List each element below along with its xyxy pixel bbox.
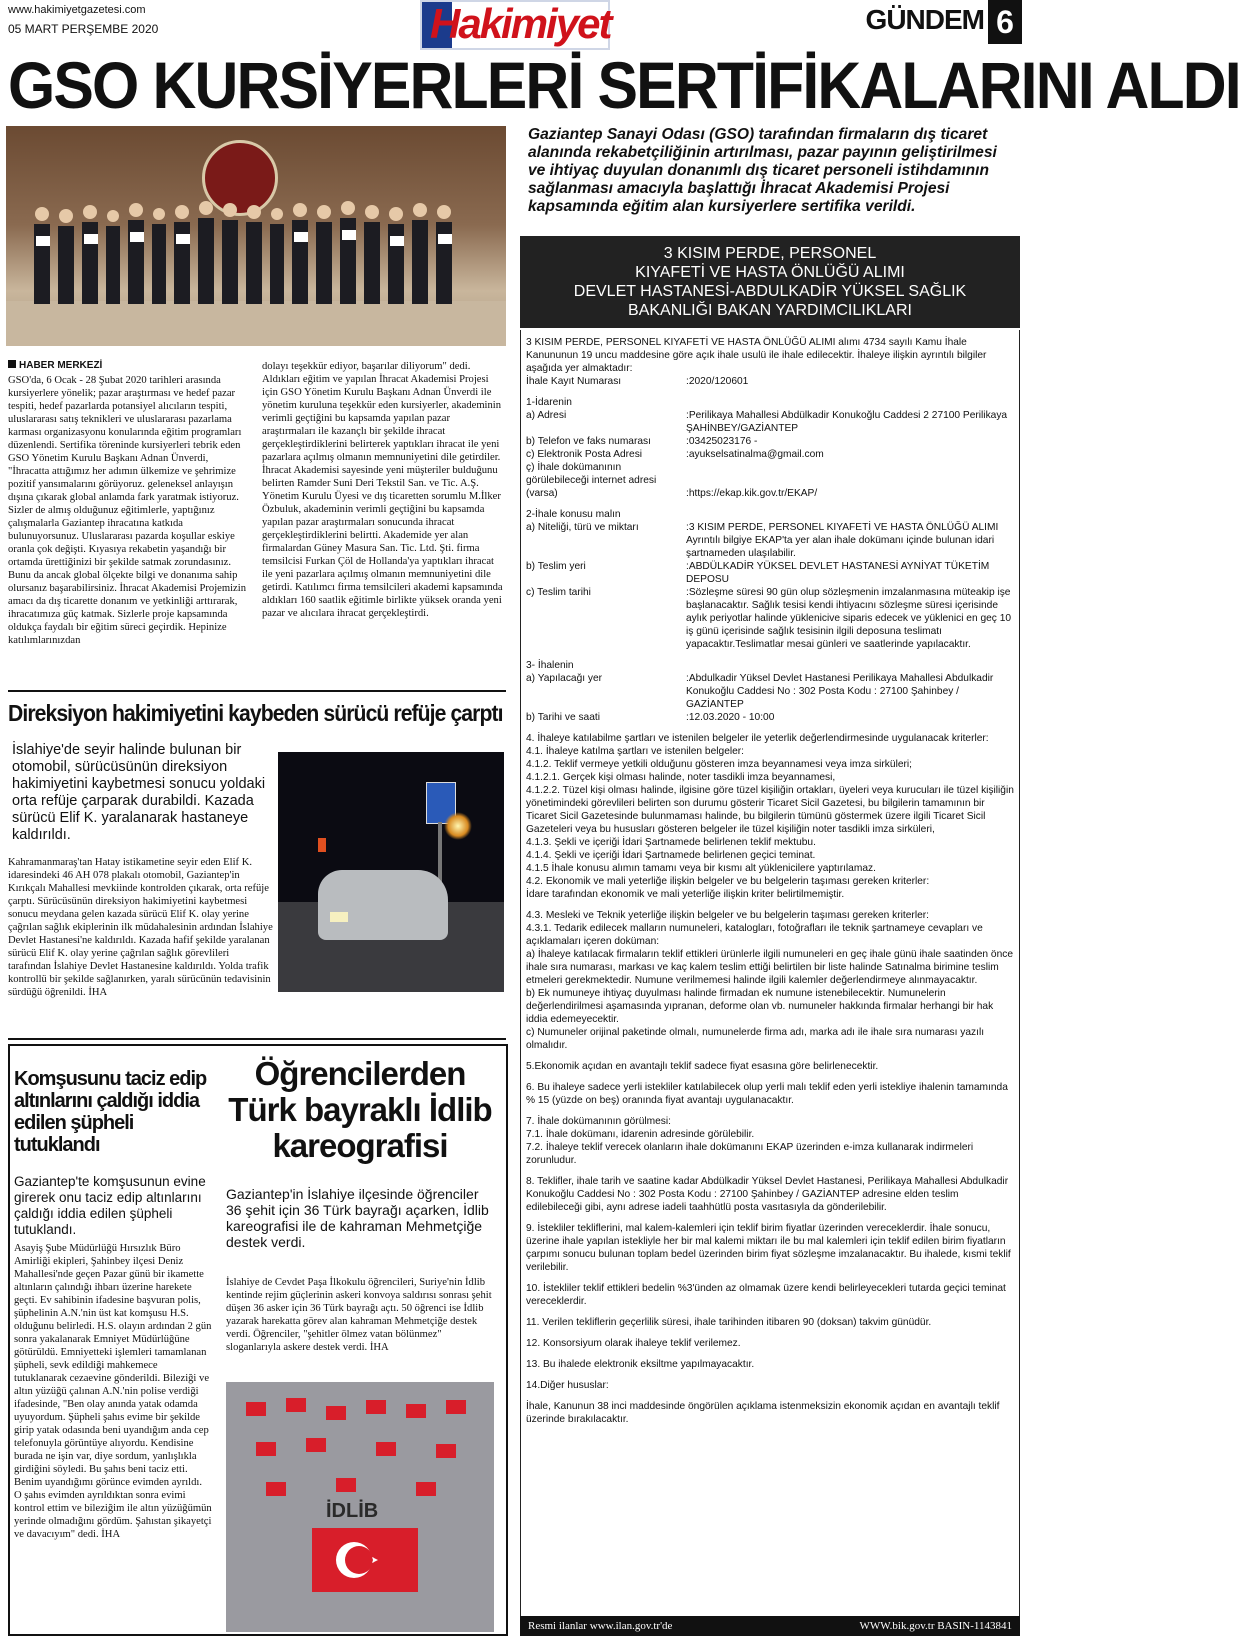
tender-paragraph: 8. Teklifler, ihale tarih ve saatine kadar Abdülkadir Yüksel Devlet Hastanesi, Perilikaya Mahallesi Abdulkadir Konukoğlu Caddesi No : 302 Posta Kodu : 27100 Şahinbey / GAZİANTEP adresine elden teslim edilebileceği gibi, aynı adrese iadeli taahhütlü posta vasıtasıyla da gönderilebilir. [526,1176,1009,1213]
news-source [8,360,102,371]
idlib-formation: İDLİB [326,1500,379,1522]
page-number: 6 [988,0,1022,44]
tender-paragraph: 4.3.1. Tedarik edilecek malların numuneleri, katalogları, fotoğrafları ile teknik şartnameye cevapları ve açıklamaları içeren doküman: [526,923,983,947]
tender-paragraph: 4.1.4. Şekli ve içeriği İdari Şartnamede belirlenen geçici teminat. [526,850,816,861]
tender-paragraph: İdare tarafından ekonomik ve mali yeterliğe ilişkin kriter belirtilmemiştir. [526,889,845,900]
damaged-car [318,870,448,940]
tender-paragraph: c) Numuneler orijinal paketinde olmalı, numunelerde firma adı, marka adı ile ihale sıra numarası yazılı olmalıdır. [526,1027,985,1051]
crash-headline: Direksiyon hakimiyetini kaybeden sürücü refüje çarptı [8,700,503,726]
tender-row: b) Telefon ve faks numarası :03425023176 - [526,436,758,447]
tender-paragraph: 7.1. İhale dokümanı, idarenin adresinde görülebilir. [526,1129,755,1140]
tender-intro: 3 KISIM PERDE, PERSONEL KIYAFETİ VE HASTA ÖNLÜĞÜ ALIMI alımı 4734 sayılı Kamu İhale Kanununun 19 uncu maddesine göre açık ihale usulü ile ihale edilecektir. İhaleye ilişkin ayrıntılı bilgiler aşağıda yer almaktadır: [526,337,987,374]
section-name: GÜNDEM [865,4,984,35]
column-text: Kahramanmaraş'tan Hatay istikametine seyir eden Elif K. idaresindeki 46 AH 078 plakalı otomobil, Gaziantep'in Kırıkçalı Mahallesi mevkiinde kontrolden çıkarak, orta refüje çarptı. Sürücüsünün direksiyon hakimiyetini kaybetmesi sonucu meydana gelen kazada sürücü Elif K. olay yerine çağrılan sağlık ekiplerinin ilk müdahalesinin ardından İslahiye Devlet Hastanesi'ne kaldırıldı. Kazada hafif şekilde yaralanan sürücü Elif K. olay yerine çağrılan sağlık görevlileri tarafından İslahiye Devlet Hastanesine kaldırıldı. Yolda trafik kontrollü bir şekilde sağlanırken, yaralı sürücünün tedavisinin sürdüğü öğrenildi. İHA [8,857,273,998]
column-text: GSO'da, 6 Ocak - 28 Şubat 2020 tarihleri arasında kursiyerlere yönelik; pazar araştırması ve hedef pazar tespiti, hedef pazarlarda potansiyel alıcıların tespiti, uluslararası satış teknikleri ve uluslararası pazarlama karması organizasyonu konularında eğitim programları düzenlendi. Sertifika töreninde kursiyerleri tebrik eden GSO Yönetim Kurulu Başkanı Adnan Ünverdi, "İhracatta attığımız her adımın ülkemize ve şehrimize pozitif yansımalarını görüyoruz. geleneksel anlayışın dışına çıkarak global anlamda fark yaratmak istiyoruz. Sizler de almış olduğunuz eğitimlerle, yaptığınız çalışmalarla Gaziantep ihracatına katkıda bulunuyorsunuz. Uluslararası pazarda koşullar eskiye oranla çok değişti. Kıyasıya rekabetin yaşandığı bir ortamda ürettiğinizi bir şekilde satmak zorundasınız. Bunu da ancak global ölçekte bilgi ve donanıma sahip olursanız başarabilirsiniz. İhracat Akademisi Projemizin amacı da dış ticarette donanım ve yetkinliği arttırarak, ihracatımıza güç katmak. Sizlerle proje kapsamında oldukça faydalı bir eğitim süreci geçirdik. Hepinize katılımlarınızdan [8,375,246,646]
students-flag-photo [226,1382,494,1632]
square-bullet-icon [8,360,16,368]
tender-title [520,236,1020,328]
tender-paragraph: 7.2. İhaleye teklif verecek olanların ihale dokümanını EKAP üzerinden e-imza kullanarak indirmeleri zorunludur. [526,1142,974,1166]
headlight [330,912,348,922]
tender-paragraph: 4.1.3. Şekli ve içeriği İdari Şartnamede belirlenen teklif mektubu. [526,837,816,848]
group-of-trainees [6,126,506,346]
tender-title-line: KIYAFETİ VE HASTA ÖNLÜĞÜ ALIMI [635,264,905,281]
tender-paragraph: 5.Ekonomik açıdan en avantajlı teklif sadece fiyat esasına göre belirlenecektir. [526,1061,879,1072]
tender-title-line: BAKANLIĞI BAKAN YARDIMCILIKLARI [628,302,912,319]
tender-paragraph: 6. Bu ihaleye sadece yerli istekliler katılabilecek olup yerli malı teklif eden yerli istekliye ihalenin tamamında % 15 (yüzde on beş) oranında fiyat avantajı uygulanacaktır. [526,1082,1008,1106]
tender-row: İhale Kayıt Numarası :2020/120601 [526,376,749,387]
tender-section: 1-İdarenin [526,397,572,408]
tender-paragraph: 14.Diğer hususlar: [526,1380,609,1391]
tender-paragraph: 4.1. İhaleye katılma şartları ve istenilen belgeler: [526,746,745,757]
column-text: İslahiye de Cevdet Paşa İlkokulu öğrencileri, Suriye'nin İdlib kentinde rejim güçlerinin askeri konvoya saldırısı sonrası şehit düşen 36 asker için 36 Türk bayrağı açtı. 50 öğrenci ise İdlib yazarak harekatta görev alan kahraman Mehmetçiğe destek verdi. Öğrenciler, "şehitler ölmez vatan bölünmez" sloganlarıyla askere destek verdi. İHA [226,1277,492,1353]
main-headline: GSO KURSİYERLERİ SERTİFİKALARINI ALDI [8,48,1240,122]
crash-body [8,856,274,999]
tender-row: c) Teslim tarihi :Sözleşme süresi 90 gün olup sözleşmenin imzalanmasına müteakip işe başlanacaktır. Sağlık tesisi kendi ihtiyacını sözleşme süresi içerisinde aylık periyotlar halinde yüklenicive siparis edecek ve yüklenici en geç 10 iş günü içerisinde sağlık tesisinin ilgili deposuna teslimatı yapacaktır.Teslimatlar mesai günleri ve saatlerinde yapılacaktır. [526,587,1012,650]
theft-body [14,1242,212,1541]
tender-paragraph: 4.2. Ekonomik ve mali yeterliğe ilişkin belgeler ve bu belgelerin taşıması gereken kriterler: [526,876,930,887]
crash-photo [278,752,504,992]
theft-lede: Gaziantep'te komşusunun evine girerek onu taciz edip altınlarını çaldığı iddia edilen şüpheli tutuklandı. [14,1174,206,1237]
tender-row: a) Niteliği, türü ve miktarı :3 KISIM PERDE, PERSONEL KIYAFETİ VE HASTA ÖNLÜĞÜ ALIMI [526,522,999,533]
column-text: dolayı teşekkür ediyor, başarılar diliyorum" dedi. Aldıkları eğitim ve yapılan İhracat Akademisi Projesi için GSO Yönetim Kurulu Başkanı Adnan Ünverdi ile yönetim kuruluna teşekkür eden kursiyerler, akademinin verimli geçtiğini bu kapsamda yapılan pazar araştırmaları ile kazançlı bir şekilde ihracat gerçekleştirdiklerini belirterek yaptıkları ihracat ile yeni pazarlara açılmış olmanın memnuniyetini dile getirdiler. İhracat Akademisi sayesinde yeni müşteriler bulduğunu belirten Ramder Suni Deri Tekstil San. ve Tic. A.Ş. Yönetim Kurulu Üyesi ve dış ticaretten sorumlu M.İlker Özbuluk, akademinin verimli geçtiğini bu kapsamda yapılan pazar araştırmaları sonucunda ihracat gerçekleştirdiklerini belirtti. Akademide yer alan firmalardan Güney Masura San. Tic. Ltd. Şti. firma temsilcisi Furkan Çöl de Hollanda'ya yaptıkları ihracat ile yeni pazarlara açılmış olmanın memnuniyetini dile getirdi. Katılımcı firma temsilcileri akademi kapsamında aldıkları 160 saatlik eğitimle birlikte yüksek oranda yeni pazar ve alıcılara ihracat gerçekleştirdi. [262,361,503,619]
tender-body [526,336,1014,1426]
tender-paragraph: İhale, Kanunun 38 inci maddesinde öngörülen açıklama istenmeksizin ekonomik açıdan en avantajlı teklif üzerinde bırakılacaktır. [526,1401,1000,1425]
tender-row: ç) İhale dokümanının görülebileceği internet adresi (varsa) :https://ekap.kik.gov.tr/EKAP/ [526,462,818,499]
article-column-1 [8,374,250,647]
tender-paragraph: 10. İstekliler teklif ettikleri bedelin %3'ünden az olmamak üzere kendi belirleyecekleri tutarda geçici teminat vereceklerdir. [526,1283,1006,1307]
tender-paragraph: 4. İhaleye katılabilme şartları ve istenilen belgeler ile yeterlik değerlendirmesinde uygulanacak kriterler: [526,733,989,744]
divider [8,690,506,692]
tender-paragraph: 4.1.2. Teklif vermeye yetkili olduğunu gösteren imza beyannamesi veya imza sirküleri; [526,759,912,770]
tender-row: a) Adresi :Perilikaya Mahallesi Abdülkadir Konukoğlu Caddesi 2 27100 Perilikaya ŞAHİNBEY/GAZİANTEP [526,410,1008,434]
tender-row: b) Teslim yeri :ABDÜLKADİR YÜKSEL DEVLET HASTANESİ AYNİYAT TÜKETİM DEPOSU [526,561,990,585]
tender-paragraph: 13. Bu ihalede elektronik eksiltme yapılmayacaktır. [526,1359,755,1370]
tender-paragraph: 4.1.2.1. Gerçek kişi olması halinde, noter tasdikli imza beyannamesi, [526,772,836,783]
students-headline: Öğrencilerden Türk bayraklı İdlib kareografisi [228,1055,492,1164]
official-ads-link[interactable]: Resmi ilanlar www.ilan.gov.tr'de [528,1620,673,1632]
logo-text: Hakimiyet [430,0,611,47]
tender-row: b) Tarihi ve saati :12.03.2020 - 10:00 [526,712,775,723]
tender-section: 3- İhalenin [526,660,574,671]
source-label: HABER MERKEZİ [19,360,103,371]
tender-paragraph: 12. Konsorsiyum olarak ihaleye teklif verilemez. [526,1338,741,1349]
traffic-cone [318,838,326,852]
tender-row: a) Yapılacağı yer :Abdulkadir Yüksel Devlet Hastanesi Perilikaya Mahallesi Abdulkadir Konukoğlu Caddesi No : 302 Posta Kodu : 27100 Şahinbey / GAZİANTEP [526,673,994,710]
students-lede: Gaziantep'in İslahiye ilçesinde öğrenciler 36 şehit için 36 Türk bayrağı açarken, İdlib kareografisi ile de kahraman Mehmetçiğe destek verdi. [226,1186,489,1250]
crash-lede: İslahiye'de seyir halinde bulunan bir otomobil, sürücüsünün direksiyon hakimiyetini kaybetmesi sonucu yoldaki orta refüje çarparak durabildi. Kazada sürücü Elif K. yaralanarak hastaneye kaldırıldı. [12,742,266,843]
tender-paragraph: a) İhaleye katılacak firmaların teklif ettikleri ürünlerle ilgili numuneleri en geç ihale günü ihale saatinden önce ihale sıra numarası, markası ve kaç kalem teslim ettiği belirtilen bir liste halinde Satınalma birimine teslim etmeleri gerekmektedir. Numune verilmemesi halinde ilgili kalemler değerlendirmeye alınmayacaktır. [526,949,1014,986]
article-intro: Gaziantep Sanayi Odası (GSO) tarafından firmaların dış ticaret alanında rekabetçiliğinin artırılması, pazar payının geliştirilmesi ve ihtiyaç duyulan donanımlı dış ticaret personeli istihdamının sağlanması amacıyla başlattığı İhracat Akademisi Projesi kapsamında eğitim alan kursiyerlere sertifika verildi. [528,126,997,215]
tender-section: 2-İhale konusu malın [526,509,621,520]
tender-row: Ayrıntılı bilgiye EKAP'ta yer alan ihale dokümanı içinde bulunan idari şartnameden ulaşılabilir. [686,535,995,559]
article-column-2 [262,360,504,620]
issue-date: 05 MART PERŞEMBE 2020 [8,22,159,36]
website-url[interactable]: www.hakimiyetgazetesi.com [8,4,146,16]
street-light [444,812,472,840]
tender-title-line: DEVLET HASTANESİ-ABDULKADİR YÜKSEL SAĞLIK [573,283,967,300]
column-text: Asayiş Şube Müdürlüğü Hırsızlık Büro Amirliği ekipleri, Şahinbey ilçesi Deniz Mahallesi'nde geçen Pazar günü bir ikamette altınların çalındığı ihbarı üzerine harekete geçti. Ev sahibinin ifadesine başvuran polis, şüphelinin A.N.'nin üst kat komşusu H.S. olduğunu belirledi. H.S. olayın ardından 2 gün sonra yakalanarak Emniyet Müdürlüğüne götürüldü. Emniyetteki işlemleri tamamlanan şüpheli, sevk edildiği mahkemece tutuklanarak cezaevine gönderildi. Bileziği ve altın yüzüğü çalınan A.N.'nin polise verdiği ifadesinde, "Ben olay anında yatak odamda uyuyordum. Şüpheli şahıs evime bir şekilde girip yatak odasında beni uyandığım anda cep telefonuyla görüntüye alıyordu. Kendisine burada ne işin var, diye sordum, yanlışlıkla girdiğini söyledi. Bu şahıs beni taciz etti. Benim uyandığımı görünce evimden ayrıldı. O şahıs evimden ayrıldıktan sonra evimi kontrol ettim ve bileziğim ile altın yüzüğümün yerinde olmadığını gördüm. Şahıstan şikayetçi ve davacıyım" dedi. İHA [14,1243,212,1540]
bik-reference[interactable]: WWW.bik.gov.tr BASIN-1143841 [859,1620,1012,1632]
turkish-flags [226,1382,494,1632]
newspaper-logo [420,0,610,50]
tender-footer [520,1616,1020,1636]
tender-paragraph: 7. İhale dokümanının görülmesi: [526,1116,671,1127]
tender-paragraph: 4.1.5 İhale konusu alımın tamamı veya bir kısmı alt yüklenicilere yaptırılamaz. [526,863,876,874]
students-body [226,1276,496,1354]
tender-title-line: 3 KISIM PERDE, PERSONEL [663,245,877,262]
tender-paragraph: 9. İstekliler tekliflerini, mal kalem-kalemleri için teklif birim fiyatlar üzerinden vereceklerdir. İhale sonucu, üzerine ihale yapılan istekliyle her bir mal kalemi miktarı ile bu mal kalemleri için teklif edilen birim fiyatların çarpımı sonucu bulunan toplam bedel üzerinden birim fiyat sözleşme imzalanacaktır. Bu ihalede, kısmi teklif verilebilir. [526,1223,1011,1273]
tender-paragraph: 11. Verilen tekliflerin geçerlilik süresi, ihale tarihinden itibaren 90 (doksan) takvim günüdür. [526,1317,932,1328]
tender-paragraph: 4.3. Mesleki ve Teknik yeterliğe ilişkin belgeler ve bu belgelerin taşıması gereken kriterler: [526,910,929,921]
ceremony-photo [6,126,506,346]
theft-headline: Komşusunu taciz edip altınlarını çaldığı iddia edilen şüpheli tutuklandı [14,1068,207,1156]
tender-paragraph: b) Ek numuneye ihtiyaç duyulması halinde firmadan ek numune istenebilecektir. Numunelerin değerlendirilmesi aşamasında yıpranan, deforme olan vb. numuneler hakkında firmalar herhangi bir hak iddia edemeyecektir. [526,988,994,1025]
divider [8,1038,506,1040]
tender-row: c) Elektronik Posta Adresi :ayukselsatinalma@gmail.com [526,449,824,460]
tender-paragraph: 4.1.2.2. Tüzel kişi olması halinde, ilgisine göre tüzel kişiliğin ortakları, üyeleri veya kurucuları ile tüzel kişiliğin yönetimindeki görevlileri belirten son durumu gösterir Ticaret Sicil Gazetesi, bu bilgilerin tamamının bir Ticaret Sicil Gazetesinde bulunmaması halinde, bu bilgilerin tümünü göstermek üzere ilgili Ticaret Sicil Gazeteleri veya bu hususları gösteren belgeler ile tüzel kişiliğin noter tasdikli imza sirküleri, [526,785,1014,835]
